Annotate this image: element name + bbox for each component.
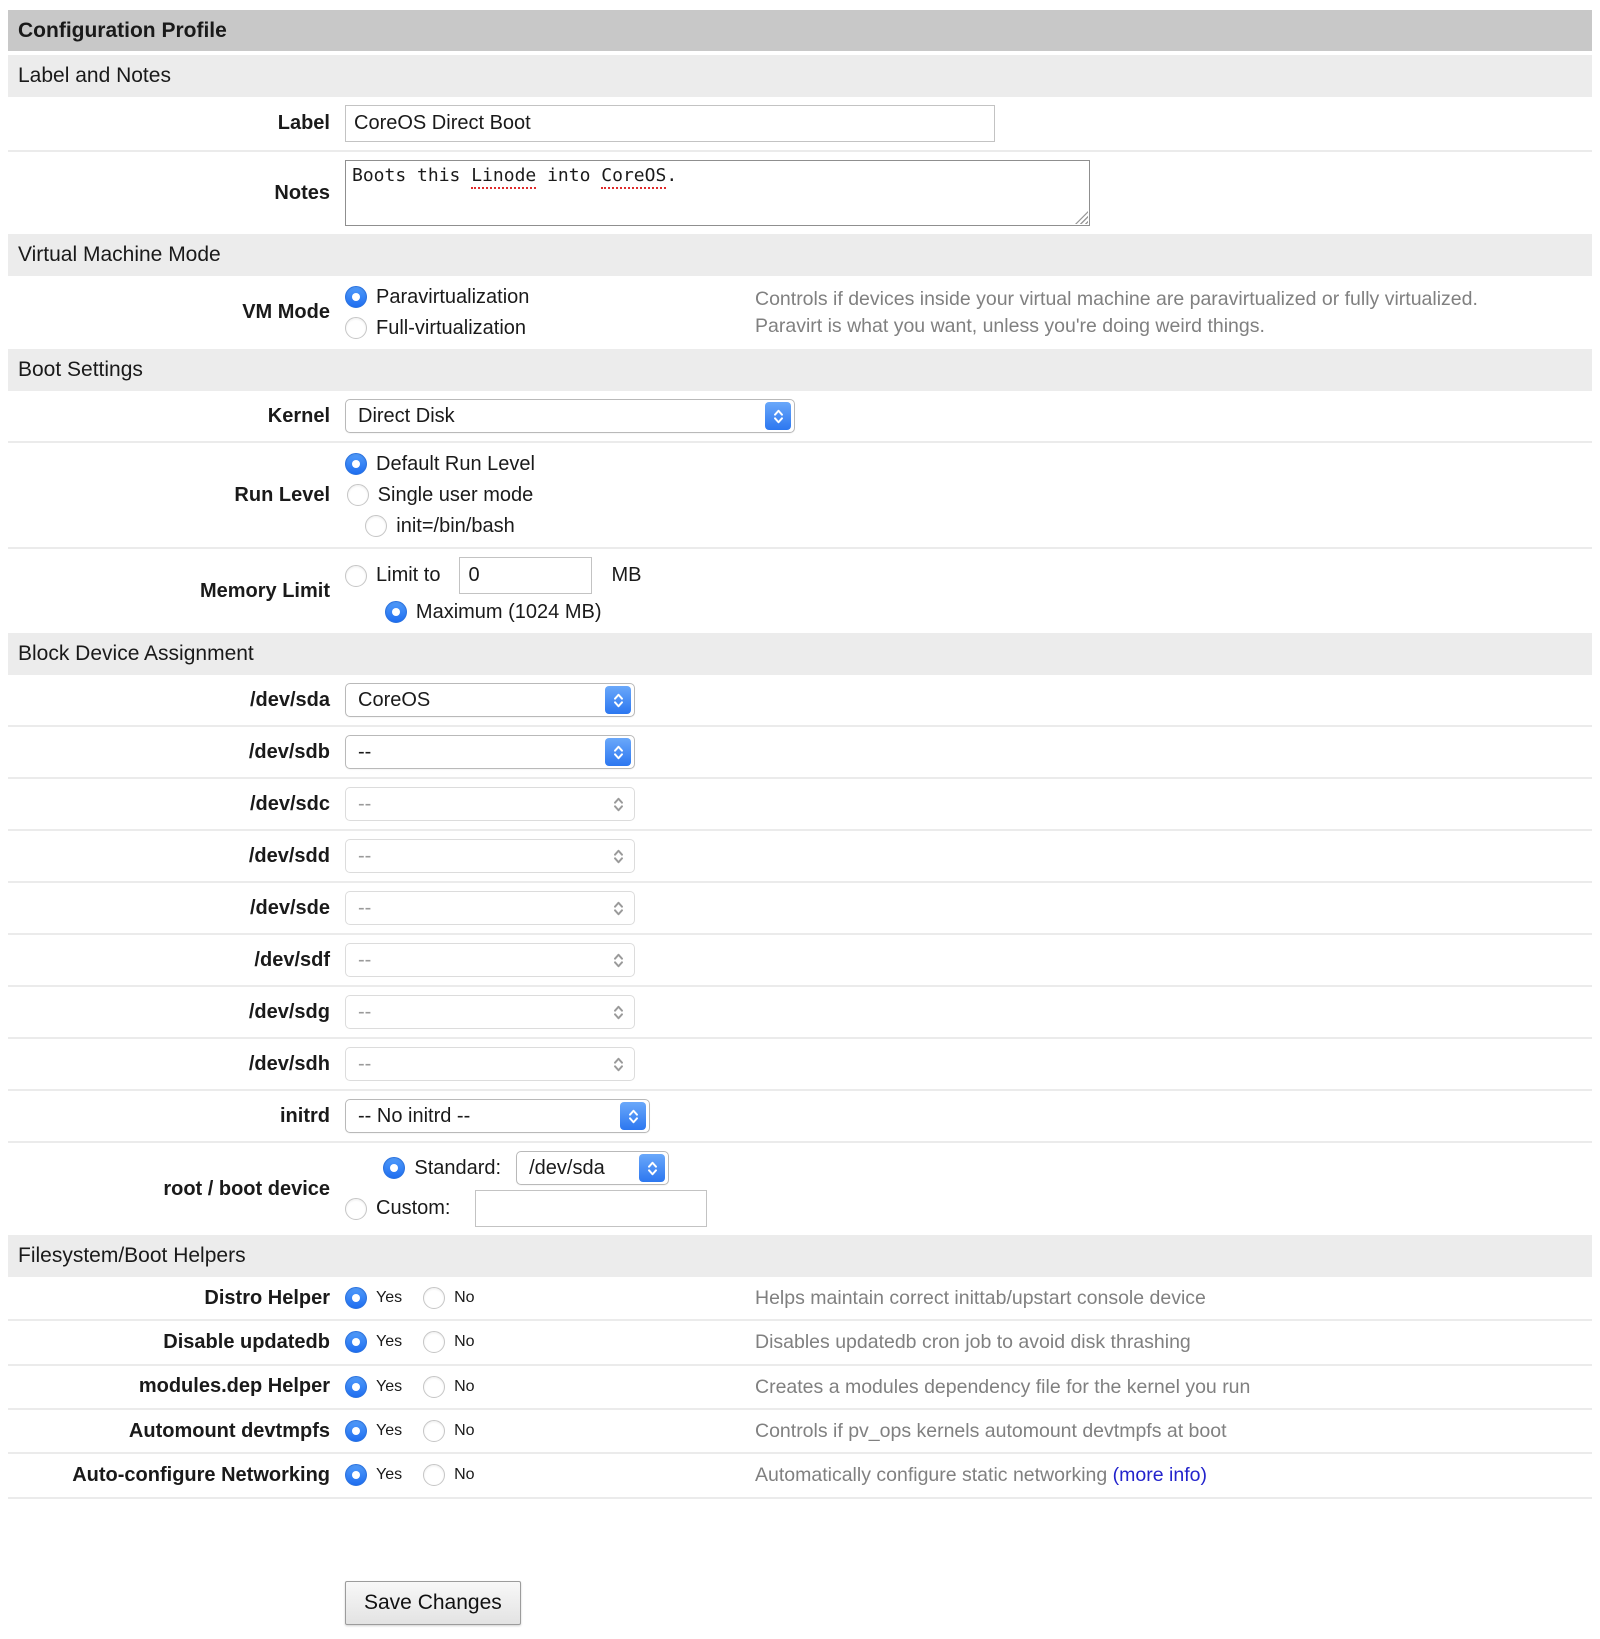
helper-help-text: Creates a modules dependency file for the kernel you run (755, 1375, 1251, 1398)
chevron-up-icon (773, 409, 784, 416)
radio-option-full-virtualization[interactable] (345, 315, 755, 341)
radio-yes[interactable] (345, 1420, 367, 1442)
radio-label[interactable]: init=/bin/bash (396, 514, 515, 537)
notes-text: . (666, 165, 678, 186)
chevron-up-icon (628, 1109, 639, 1116)
standard-device-select[interactable] (516, 1151, 669, 1185)
label-field-label: Label (277, 112, 330, 134)
radio-maximum[interactable] (385, 601, 407, 623)
device-row-sdf (8, 933, 1592, 985)
device-row-sdc (8, 777, 1592, 829)
radio-label-yes[interactable]: Yes (376, 1289, 403, 1307)
device-row-sdd (8, 829, 1592, 881)
chevron-down-icon (613, 1065, 624, 1072)
kernel-select[interactable] (345, 399, 795, 433)
vm-mode-label: VM Mode (242, 301, 330, 323)
radio-label[interactable]: Standard: (414, 1156, 502, 1179)
radio-custom[interactable] (345, 1198, 367, 1220)
select-stepper (605, 894, 631, 922)
dev-sde-select (345, 891, 635, 925)
select-stepper (605, 738, 631, 766)
radio-no[interactable] (423, 1420, 445, 1442)
radio-label[interactable]: Custom: (376, 1197, 451, 1219)
radio-label[interactable]: Paravirtualization (376, 285, 530, 308)
helper-row-automount-devtmpfs (8, 1408, 1592, 1452)
select-value: -- (358, 896, 372, 919)
radio-yes[interactable] (345, 1464, 367, 1486)
notes-textarea[interactable] (345, 160, 1090, 226)
chevron-up-icon (613, 797, 624, 804)
label-row (8, 97, 1592, 150)
device-label: /dev/sde (249, 896, 330, 919)
radio-label-no[interactable]: No (454, 1289, 475, 1307)
select-stepper (605, 1050, 631, 1078)
radio-label-yes[interactable]: Yes (376, 1333, 403, 1351)
chevron-up-icon (613, 1005, 624, 1012)
kernel-label: Kernel (267, 404, 330, 427)
radio-label[interactable]: Full-virtualization (376, 316, 527, 339)
root-boot-device-label: root / boot device (163, 1177, 330, 1200)
chevron-down-icon (647, 1169, 658, 1176)
radio-option-init-bin-bash[interactable] (365, 513, 514, 539)
chevron-down-icon (613, 1013, 624, 1020)
dev-sdf-select (345, 943, 635, 977)
radio-label-no[interactable]: No (454, 1333, 475, 1351)
device-label: /dev/sdc (249, 792, 330, 815)
section-heading-vm-mode: Virtual Machine Mode (8, 234, 1592, 276)
helper-row-distro-helper (8, 1277, 1592, 1319)
chevron-down-icon (613, 961, 624, 968)
chevron-up-icon (613, 901, 624, 908)
chevron-up-icon (613, 849, 624, 856)
initrd-row (8, 1089, 1592, 1141)
helper-help-text: Controls if pv_ops kernels automount devtmpfs at boot (755, 1419, 1227, 1442)
section-heading-boot-settings: Boot Settings (8, 349, 1592, 391)
device-label: /dev/sdd (248, 844, 330, 867)
chevron-down-icon (773, 417, 784, 424)
label-input[interactable] (345, 105, 995, 142)
select-stepper (620, 1102, 646, 1130)
radio-label-yes[interactable]: Yes (376, 1377, 403, 1395)
radio-full-virtualization[interactable] (345, 317, 367, 339)
chevron-down-icon (613, 805, 624, 812)
notes-text-misspelled: CoreOS (601, 165, 666, 189)
chevron-down-icon (613, 701, 624, 708)
vm-mode-help-text: Controls if devices inside your virtual machine are paravirtualized or fully virtualized. Paravirt is what you want, unless you're doing weird things. (755, 288, 1478, 337)
helper-help-text-part: Automatically configure static networking (755, 1464, 1108, 1487)
select-stepper (639, 1154, 665, 1182)
radio-option-single-user-mode[interactable] (347, 482, 534, 508)
radio-label[interactable]: Limit to (376, 564, 441, 586)
run-level-label: Run Level (234, 483, 330, 506)
radio-yes[interactable] (345, 1331, 367, 1353)
helper-help-text: Disables updatedb cron job to avoid disk thrashing (755, 1331, 1191, 1354)
notes-row (8, 150, 1592, 234)
root-boot-device-row (8, 1141, 1592, 1235)
chevron-down-icon (613, 909, 624, 916)
radio-standard[interactable] (383, 1157, 405, 1179)
select-value: -- (358, 844, 372, 867)
vm-mode-row (8, 276, 1592, 349)
radio-label-no[interactable]: No (454, 1377, 475, 1395)
select-stepper (605, 790, 631, 818)
chevron-up-icon (613, 693, 624, 700)
helper-help-text: Helps maintain correct inittab/upstart console device (755, 1287, 1206, 1309)
dev-sdh-select (345, 1047, 635, 1081)
dev-sdg-select (345, 995, 635, 1029)
radio-init-bin-bash[interactable] (365, 515, 387, 537)
chevron-down-icon (628, 1117, 639, 1124)
radio-option-maximum[interactable] (385, 599, 602, 625)
helper-help-text (755, 1462, 1592, 1488)
radio-label-yes[interactable]: Yes (376, 1422, 403, 1440)
device-label: /dev/sdg (248, 1000, 330, 1023)
chevron-down-icon (613, 753, 624, 760)
radio-yes[interactable] (345, 1376, 367, 1398)
radio-no[interactable] (423, 1376, 445, 1398)
notes-text: into (536, 165, 602, 186)
device-row-sdg (8, 985, 1592, 1037)
radio-no[interactable] (423, 1464, 445, 1486)
radio-no[interactable] (423, 1287, 445, 1309)
radio-yes[interactable] (345, 1287, 367, 1309)
radio-default-run-level[interactable] (345, 453, 367, 475)
radio-no[interactable] (423, 1331, 445, 1353)
radio-label[interactable]: Single user mode (377, 483, 534, 506)
select-value: CoreOS (358, 688, 431, 711)
run-level-row (8, 441, 1592, 547)
dev-sdd-select (345, 839, 635, 873)
device-label: /dev/sdb (248, 740, 330, 763)
save-row (8, 1581, 1592, 1639)
device-row-sde (8, 881, 1592, 933)
helper-label: Auto-configure Networking (72, 1463, 330, 1486)
radio-option-default-run-level[interactable] (345, 451, 535, 477)
helper-label: Disable updatedb (163, 1330, 330, 1353)
notes-field-label: Notes (274, 181, 330, 204)
chevron-down-icon (613, 857, 624, 864)
select-value: -- (358, 792, 372, 815)
device-label: /dev/sdh (248, 1052, 330, 1075)
notes-text: Boots this (352, 165, 472, 186)
dev-sdb-select[interactable] (345, 735, 635, 769)
select-stepper (765, 402, 791, 430)
select-value: /dev/sda (529, 1156, 605, 1179)
page-title: Configuration Profile (8, 10, 1592, 51)
radio-single-user-mode[interactable] (347, 484, 369, 506)
section-heading-block-devices: Block Device Assignment (8, 633, 1592, 675)
select-stepper (605, 842, 631, 870)
device-label: /dev/sdf (254, 948, 330, 971)
select-stepper (605, 686, 631, 714)
device-row-sdh (8, 1037, 1592, 1089)
chevron-up-icon (613, 953, 624, 960)
select-value: -- (358, 1052, 372, 1075)
chevron-up-icon (613, 745, 624, 752)
select-stepper (605, 998, 631, 1026)
select-stepper (605, 946, 631, 974)
section-heading-helpers: Filesystem/Boot Helpers (8, 1235, 1592, 1277)
radio-option-limit-to[interactable] (345, 557, 641, 594)
select-value: -- (358, 1000, 372, 1023)
radio-limit-to[interactable] (345, 565, 367, 587)
section-heading-label-notes: Label and Notes (8, 55, 1592, 97)
chevron-up-icon (647, 1161, 658, 1168)
helper-row-modules-dep (8, 1364, 1592, 1408)
helper-row-auto-configure-networking (8, 1452, 1592, 1498)
select-value: -- (358, 740, 372, 763)
chevron-up-icon (613, 1057, 624, 1064)
memory-limit-label: Memory Limit (199, 579, 330, 602)
select-value: -- No initrd -- (358, 1104, 471, 1127)
device-row-sda (8, 675, 1592, 725)
device-row-sdb (8, 725, 1592, 777)
dev-sda-select[interactable] (345, 683, 635, 717)
radio-option-paravirtualization[interactable] (345, 284, 755, 310)
kernel-row (8, 391, 1592, 441)
radio-option-standard[interactable] (383, 1151, 669, 1185)
helper-label: Automount devtmpfs (128, 1419, 330, 1442)
radio-label-no[interactable]: No (454, 1466, 475, 1484)
initrd-label: initrd (280, 1104, 330, 1127)
helper-label: modules.dep Helper (138, 1375, 330, 1398)
helper-label: Distro Helper (204, 1286, 330, 1309)
radio-label-no[interactable]: No (454, 1422, 475, 1440)
more-info-link[interactable]: (more info) (1112, 1464, 1207, 1487)
select-value: -- (358, 948, 372, 971)
radio-label[interactable]: Maximum (1024 MB) (415, 600, 602, 623)
dev-sdc-select (345, 787, 635, 821)
custom-device-input[interactable] (475, 1190, 707, 1227)
memory-limit-row (8, 547, 1592, 633)
notes-text-misspelled: Linode (471, 165, 536, 189)
initrd-select[interactable] (345, 1099, 650, 1133)
radio-paravirtualization[interactable] (345, 286, 367, 308)
textarea-resize-handle-icon[interactable] (1075, 211, 1088, 224)
save-changes-button[interactable]: Save Changes (345, 1581, 521, 1625)
memory-limit-input[interactable] (459, 557, 592, 594)
radio-label-yes[interactable]: Yes (376, 1466, 403, 1484)
radio-option-custom[interactable] (345, 1190, 707, 1227)
memory-unit-label: MB (611, 564, 642, 586)
helper-row-disable-updatedb (8, 1319, 1592, 1363)
radio-label[interactable]: Default Run Level (376, 452, 535, 475)
select-value: Direct Disk (358, 404, 455, 427)
device-label: /dev/sda (249, 688, 330, 711)
